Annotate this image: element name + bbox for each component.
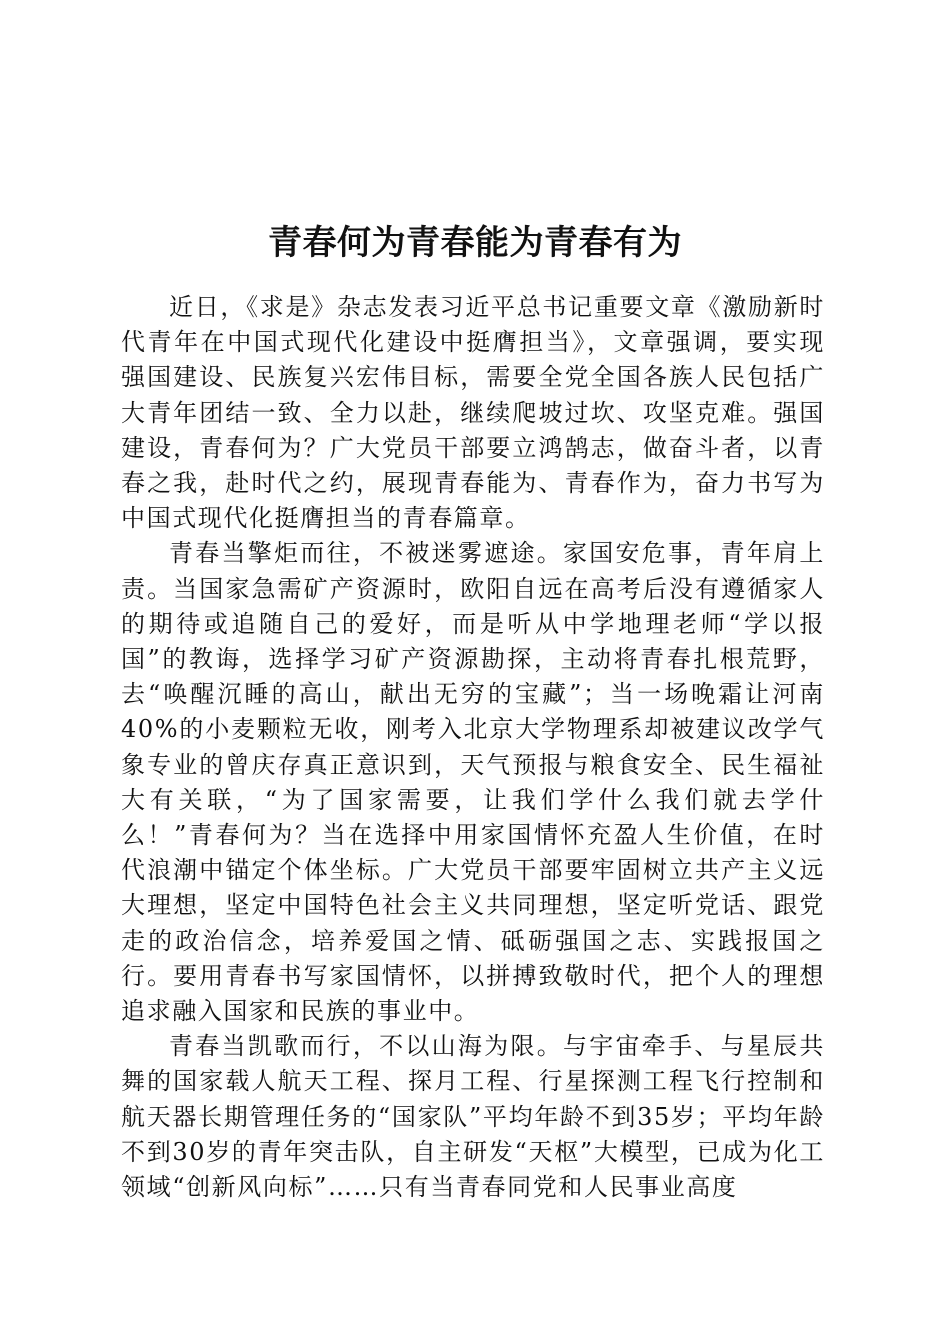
document-body: [121, 290, 825, 1205]
paragraph-1: 近日，《求是》杂志发表习近平总书记重要文章《激励新时代青年在中国式现代化建设中挺膺担当》，文章强调，要实现强国建设、民族复兴宏伟目标，需要全党全国各族人民包括广大青年团结一致、全力以赴，继续爬坡过坎、攻坚克难。强国建设，青春何为？广大党员干部要立鸿鹄志，做奋斗者，以青春之我，赴时代之约，展现青春能为、青春作为，奋力书写为中国式现代化挺膺担当的青春篇章。: [121, 293, 825, 533]
paragraph-2: 青春当擎炬而往，不被迷雾遮途。家国安危事，青年肩上责。当国家急需矿产资源时，欧阳自远在高考后没有遵循家人的期待或追随自己的爱好，而是听从中学地理老师“学以报国”的教诲，选择学习矿产资源勘探，主动将青春扎根荒野，去“唤醒沉睡的高山，献出无穷的宝藏”；当一场晚霜让河南40%的小麦颗粒无收，刚考入北京大学物理系却被建议改学气象专业的曾庆存真正意识到，天气预报与粮食安全、民生福祉大有关联，“为了国家需要，让我们学什么我们就去学什么！”青春何为？当在选择中用家国情怀充盈人生价值，在时代浪潮中锚定个体坐标。广大党员干部要牢固树立共产主义远大理想，坚定中国特色社会主义共同理想，坚定听党话、跟党走的政治信念，培养爱国之情、砥砺强国之志、实践报国之行。要用青春书写家国情怀，以拼搏致敬时代，把个人的理想追求融入国家和民族的事业中。: [121, 539, 825, 1026]
paragraph-3: 青春当凯歌而行，不以山海为限。与宇宙牵手、与星辰共舞的国家载人航天工程、探月工程、行星探测工程飞行控制和航天器长期管理任务的“国家队”平均年龄不到35岁；平均年龄不到30岁的青年突击队，自主研发“天枢”大模型，已成为化工领域“创新风向标”……只有当青春同党和人民事业高度: [121, 1032, 825, 1202]
document-title: 青春何为青春能为青春有为: [268, 222, 682, 263]
